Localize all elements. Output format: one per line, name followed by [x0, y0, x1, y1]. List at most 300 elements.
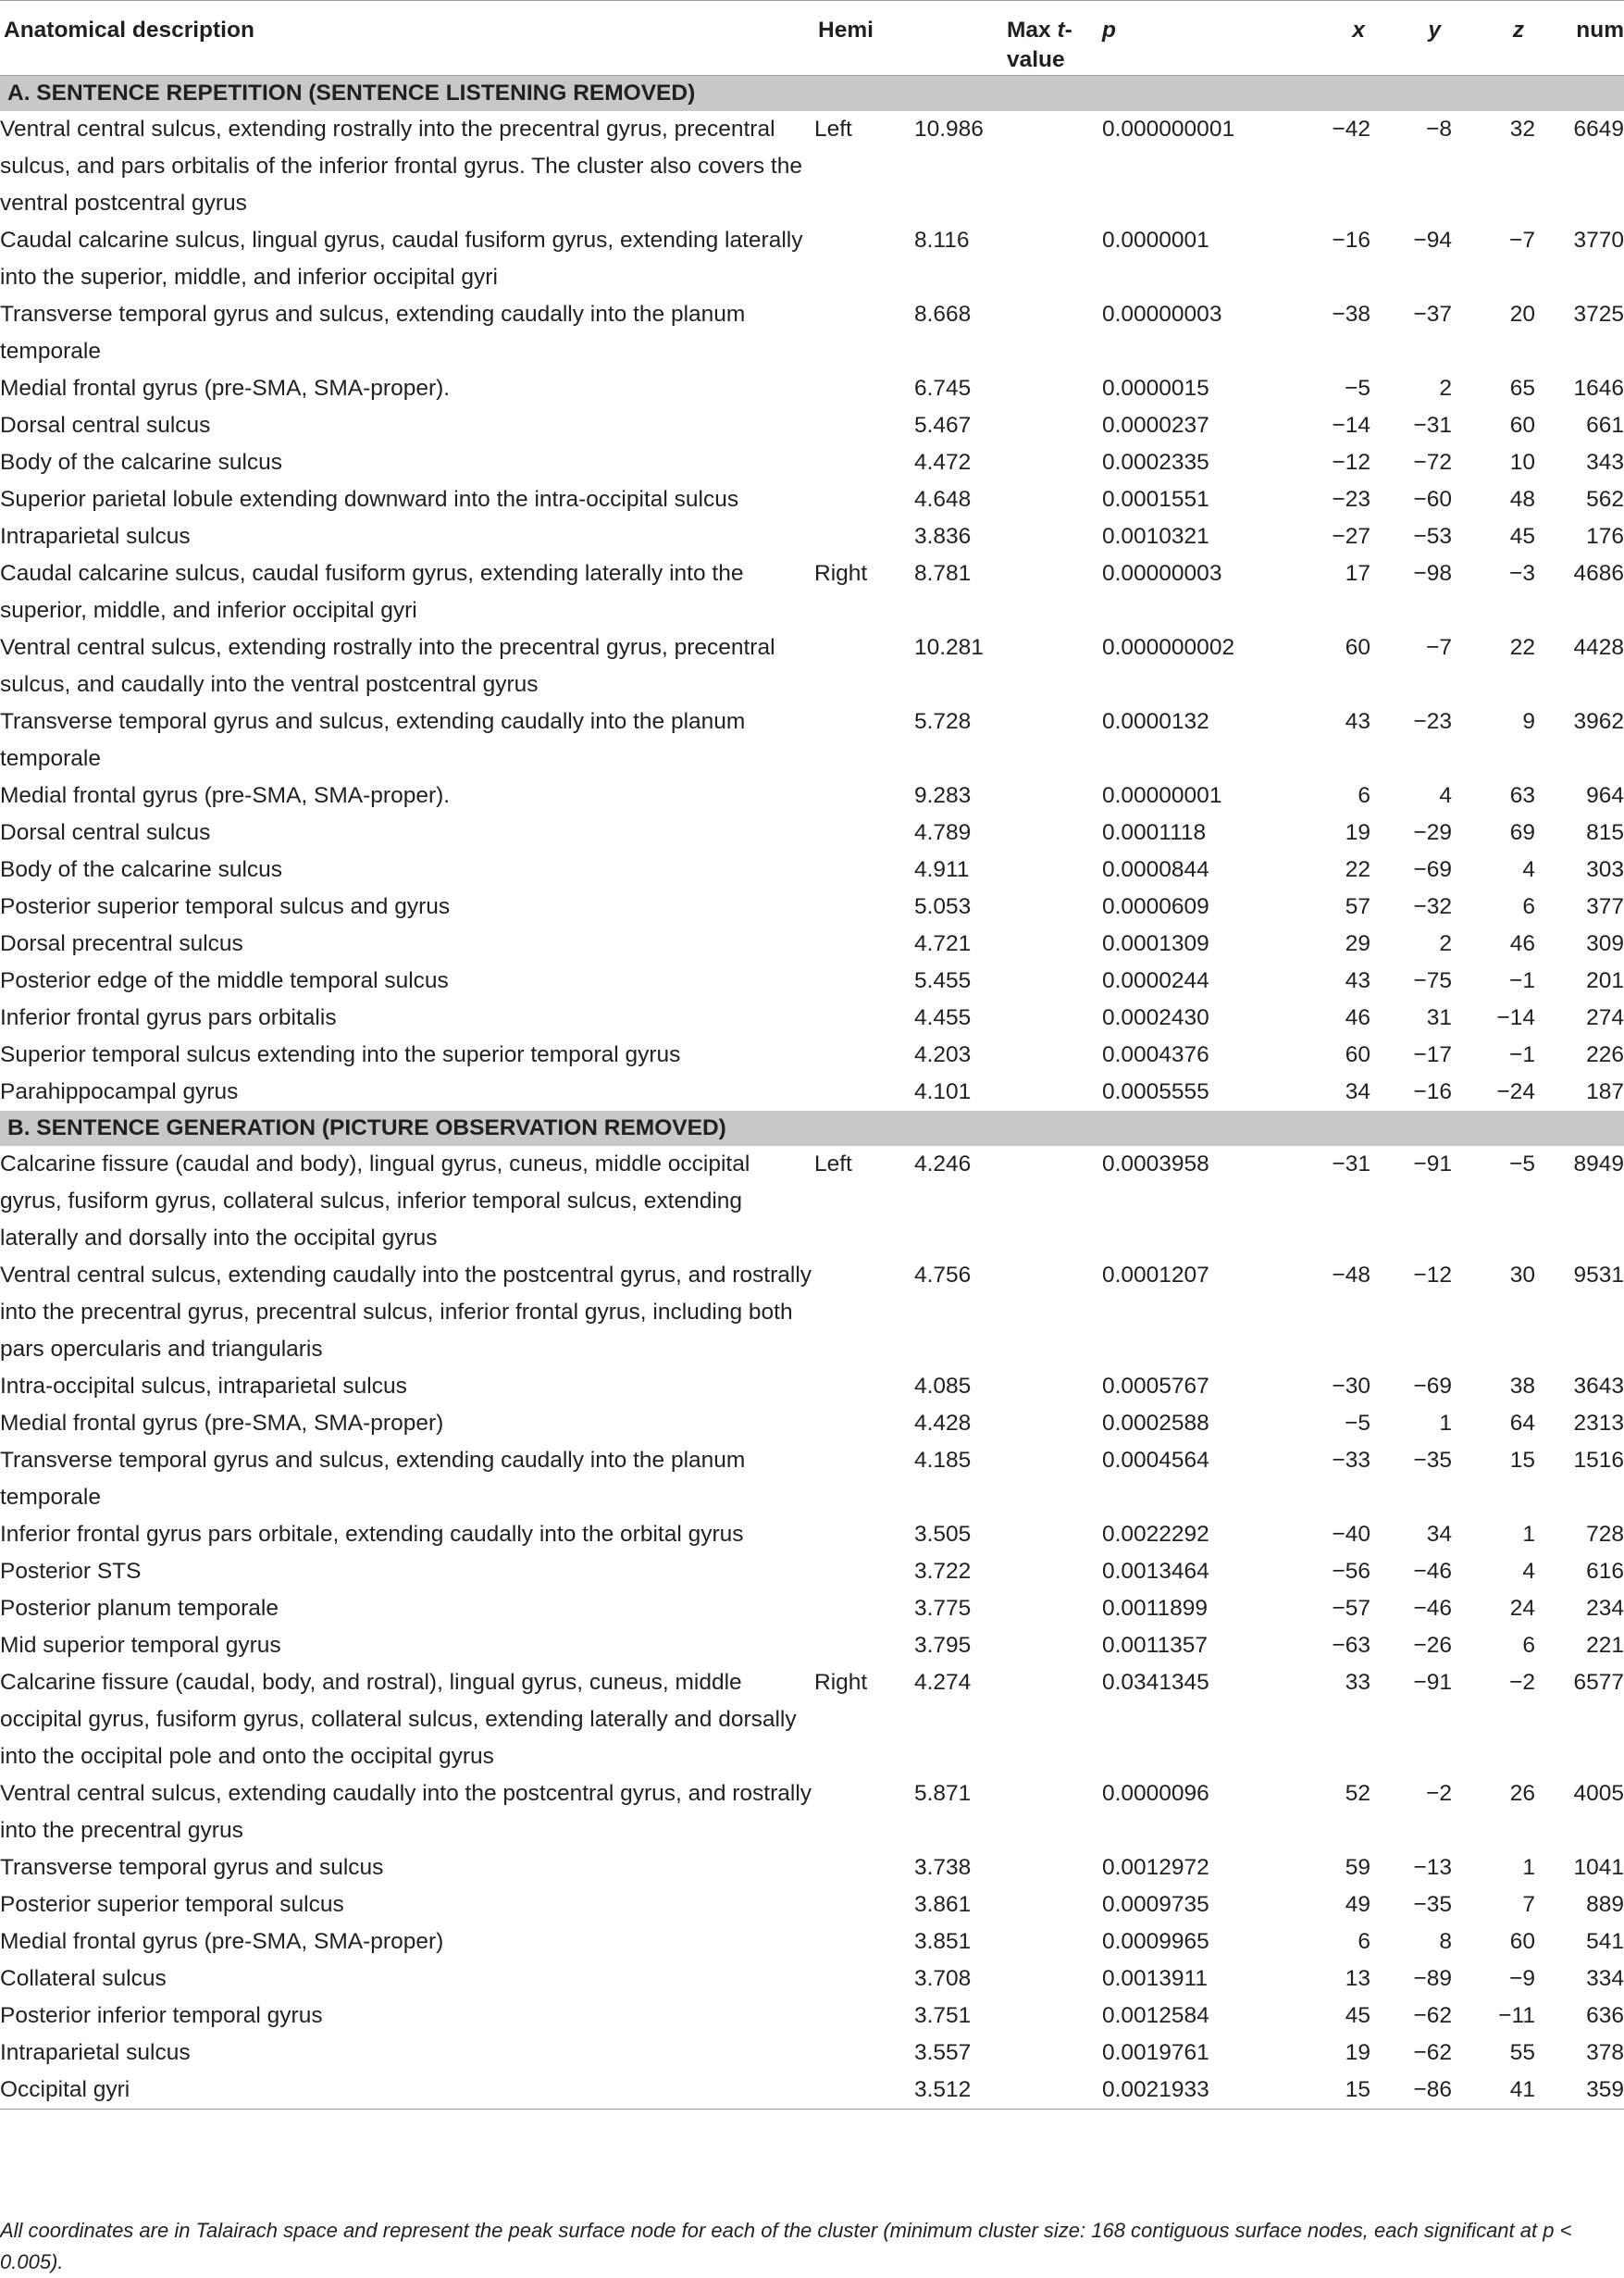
y-coordinate: −75 — [1413, 968, 1452, 993]
hemisphere — [814, 926, 914, 963]
z-coordinate: −2 — [1509, 1670, 1535, 1695]
p-value: 0.0012584 — [1102, 2003, 1209, 2028]
hemisphere — [814, 1368, 914, 1405]
region-description: Superior temporal sulcus extending into the superior temporal gyrus — [0, 1042, 681, 1067]
x-coordinate: −48 — [1332, 1263, 1370, 1288]
hemisphere: Left — [814, 1151, 852, 1176]
x-coordinate: 6 — [1357, 783, 1370, 808]
hemisphere — [814, 296, 914, 370]
x-coordinate: 29 — [1345, 931, 1370, 956]
cluster-size: 815 — [1586, 820, 1624, 845]
region-description: Transverse temporal gyrus and sulcus, extending caudally into the planum temporale — [0, 302, 746, 364]
p-value: 0.0004564 — [1102, 1448, 1209, 1473]
x-coordinate: −40 — [1332, 1522, 1370, 1547]
table-row — [0, 1849, 1624, 1886]
y-coordinate: −35 — [1413, 1448, 1452, 1473]
region-description: Collateral sulcus — [0, 1966, 167, 1991]
max-t-value: 4.911 — [914, 857, 970, 882]
p-value: 0.0011357 — [1102, 1633, 1208, 1658]
header-hemi: Hemi — [814, 1, 914, 76]
p-value: 0.00000003 — [1102, 302, 1222, 327]
section-header-row — [0, 76, 1624, 112]
x-coordinate: 13 — [1345, 1966, 1370, 1991]
p-value: 0.0002430 — [1102, 1005, 1209, 1030]
max-t-value: 8.781 — [914, 561, 972, 586]
cluster-size: 3643 — [1573, 1374, 1624, 1399]
footnote-text: All coordinates are in Talairach space and represent the peak surface node for each of the cluster (minimum cluster size: 168 contiguous surface nodes, each significant at p < 0.005). — [0, 2219, 1572, 2273]
header-x-label: x — [1352, 18, 1365, 43]
hemisphere — [814, 222, 914, 296]
z-coordinate: 32 — [1509, 117, 1535, 142]
y-coordinate: −86 — [1370, 2072, 1452, 2110]
p-value: 0.0010321 — [1102, 524, 1209, 549]
table-row — [0, 1664, 1624, 1775]
x-coordinate: −57 — [1332, 1596, 1370, 1621]
z-coordinate: −14 — [1496, 1005, 1535, 1030]
y-coordinate: 34 — [1426, 1522, 1452, 1547]
region-description: Parahippocampal gyrus — [0, 1079, 239, 1104]
p-value: 0.0000844 — [1102, 857, 1209, 882]
x-coordinate: 17 — [1345, 561, 1370, 586]
max-t-value: 3.722 — [914, 1559, 972, 1584]
z-coordinate: 10 — [1509, 450, 1535, 475]
table-row — [0, 889, 1624, 926]
y-coordinate: −29 — [1413, 820, 1452, 845]
table-row — [0, 370, 1624, 407]
table-footnote — [0, 2215, 1624, 2278]
x-coordinate: −63 — [1332, 1633, 1370, 1658]
region-description: Transverse temporal gyrus and sulcus, extending caudally into the planum temporale — [0, 709, 746, 771]
p-value: 0.0341345 — [1102, 1670, 1209, 1695]
y-coordinate: −17 — [1413, 1042, 1452, 1067]
hemisphere — [814, 1257, 914, 1368]
p-value: 0.0013911 — [1102, 1966, 1208, 1991]
y-coordinate: −62 — [1413, 2003, 1452, 2028]
y-coordinate: −46 — [1413, 1596, 1452, 1621]
z-coordinate: 41 — [1452, 2072, 1535, 2110]
cluster-size: 9531 — [1573, 1263, 1624, 1288]
cluster-size: 334 — [1586, 1966, 1624, 1991]
table-row — [0, 1553, 1624, 1590]
region-description: Ventral central sulcus, extending rostrally into the precentral gyrus, precentral sulcus, and pars orbitalis of the inferior frontal gyrus. The cluster also covers the ventral postcentral gyrus — [0, 117, 802, 216]
cluster-size: 964 — [1586, 783, 1624, 808]
x-coordinate: −38 — [1332, 302, 1370, 327]
max-t-value: 4.789 — [914, 820, 972, 845]
hemisphere — [814, 963, 914, 1000]
p-value: 0.0000001 — [1102, 228, 1209, 253]
table-row — [0, 555, 1624, 629]
region-description: Ventral central sulcus, extending caudally into the postcentral gyrus, and rostrally into the precentral gyrus, precentral sulcus, inferior frontal gyrus, including both pars opercularis and triangularis — [0, 1263, 812, 1362]
hemisphere: Left — [814, 117, 852, 142]
max-t-value: 3.775 — [914, 1596, 972, 1621]
p-value: 0.0004376 — [1102, 1042, 1209, 1067]
region-description: Ventral central sulcus, extending rostrally into the precentral gyrus, precentral sulcus, and caudally into the ventral postcentral gyrus — [0, 635, 775, 697]
x-coordinate: −16 — [1332, 228, 1370, 253]
max-t-value: 4.246 — [914, 1151, 972, 1176]
y-coordinate: −31 — [1413, 413, 1452, 438]
z-coordinate: 60 — [1509, 1929, 1535, 1954]
region-description: Body of the calcarine sulcus — [0, 857, 283, 882]
max-t-value: 5.455 — [914, 968, 972, 993]
hemisphere — [814, 852, 914, 889]
z-coordinate: −3 — [1509, 561, 1535, 586]
y-coordinate: −12 — [1413, 1263, 1452, 1288]
x-coordinate: 34 — [1345, 1079, 1370, 1104]
hemisphere: Right — [814, 1670, 868, 1695]
max-t-value: 8.668 — [914, 302, 972, 327]
region-description: Medial frontal gyrus (pre-SMA, SMA-proper) — [0, 1411, 444, 1436]
x-coordinate: 43 — [1345, 709, 1370, 734]
p-value: 0.0001309 — [1102, 931, 1209, 956]
x-coordinate: 46 — [1345, 1005, 1370, 1030]
z-coordinate: −5 — [1509, 1151, 1535, 1176]
x-coordinate: −27 — [1332, 524, 1370, 549]
y-coordinate: −53 — [1413, 524, 1452, 549]
y-coordinate: 1 — [1439, 1411, 1452, 1436]
hemisphere — [814, 2072, 914, 2110]
table-row — [0, 222, 1624, 296]
z-coordinate: 4 — [1522, 1559, 1535, 1584]
p-value: 0.0000015 — [1102, 376, 1209, 401]
table-row — [0, 1998, 1624, 2035]
max-t-value: 4.085 — [914, 1374, 972, 1399]
cluster-size: 3770 — [1573, 228, 1624, 253]
x-coordinate: −23 — [1332, 487, 1370, 512]
hemisphere — [814, 1775, 914, 1849]
hemisphere — [814, 1074, 914, 1111]
y-coordinate: −94 — [1413, 228, 1452, 253]
region-description: Ventral central sulcus, extending caudally into the postcentral gyrus, and rostrally into the precentral gyrus — [0, 1781, 812, 1843]
p-value: 0.0012972 — [1102, 1855, 1209, 1880]
max-t-value: 3.505 — [914, 1522, 972, 1547]
region-description: Intraparietal sulcus — [0, 2040, 191, 2065]
max-t-value: 4.185 — [914, 1448, 972, 1473]
region-description: Intraparietal sulcus — [0, 524, 191, 549]
region-description: Body of the calcarine sulcus — [0, 450, 283, 475]
z-coordinate: 65 — [1509, 376, 1535, 401]
cluster-size: 4428 — [1573, 635, 1624, 660]
x-coordinate: 22 — [1345, 857, 1370, 882]
z-coordinate: −7 — [1509, 228, 1535, 253]
region-description: Dorsal central sulcus — [0, 413, 211, 438]
y-coordinate: 2 — [1439, 931, 1452, 956]
hemisphere — [814, 1849, 914, 1886]
section-title: A. SENTENCE REPETITION (SENTENCE LISTENING REMOVED) — [0, 76, 1624, 112]
max-t-value: 3.512 — [914, 2072, 1102, 2110]
hemisphere — [814, 629, 914, 703]
x-coordinate: −33 — [1332, 1448, 1370, 1473]
y-coordinate: −91 — [1413, 1151, 1452, 1176]
y-coordinate: −91 — [1413, 1670, 1452, 1695]
max-t-value: 9.283 — [914, 783, 972, 808]
p-value: 0.000000002 — [1102, 635, 1235, 660]
cluster-size: 359 — [1535, 2072, 1624, 2110]
max-t-value: 8.116 — [914, 228, 970, 253]
max-t-value: 3.708 — [914, 1966, 972, 1991]
y-coordinate: 8 — [1439, 1929, 1452, 1954]
z-coordinate: 15 — [1509, 1448, 1535, 1473]
cluster-size: 187 — [1586, 1079, 1624, 1104]
table-row — [0, 1074, 1624, 1111]
z-coordinate: 46 — [1509, 931, 1535, 956]
y-coordinate: −7 — [1426, 635, 1452, 660]
x-coordinate: 57 — [1345, 894, 1370, 919]
max-t-value: 3.836 — [914, 524, 972, 549]
region-description: Transverse temporal gyrus and sulcus, extending caudally into the planum temporale — [0, 1448, 746, 1510]
cluster-size: 1516 — [1573, 1448, 1624, 1473]
table-row — [0, 926, 1624, 963]
table-body — [0, 76, 1624, 2110]
cluster-size: 377 — [1586, 894, 1624, 919]
cluster-size: 343 — [1586, 450, 1624, 475]
cluster-size: 303 — [1586, 857, 1624, 882]
z-coordinate: 45 — [1509, 524, 1535, 549]
region-description: Mid superior temporal gyrus — [0, 1633, 281, 1658]
y-coordinate: −26 — [1413, 1633, 1452, 1658]
x-coordinate: 60 — [1345, 635, 1370, 660]
z-coordinate: 9 — [1522, 709, 1535, 734]
z-coordinate: 24 — [1509, 1596, 1535, 1621]
table-row — [0, 1368, 1624, 1405]
region-description: Transverse temporal gyrus and sulcus — [0, 1855, 384, 1880]
z-coordinate: 60 — [1509, 413, 1535, 438]
x-coordinate: 19 — [1345, 820, 1370, 845]
header-max-t-italic: t — [1057, 18, 1065, 43]
z-coordinate: 6 — [1522, 1633, 1535, 1658]
y-coordinate: −37 — [1413, 302, 1452, 327]
region-description: Posterior edge of the middle temporal sulcus — [0, 968, 449, 993]
p-value: 0.0000237 — [1102, 413, 1209, 438]
region-description: Medial frontal gyrus (pre-SMA, SMA-proper). — [0, 376, 451, 401]
z-coordinate: −11 — [1498, 2003, 1535, 2028]
z-coordinate: −1 — [1509, 1042, 1535, 1067]
cluster-size: 4686 — [1573, 561, 1624, 586]
hemisphere — [814, 1627, 914, 1664]
region-description: Occipital gyri — [0, 2072, 814, 2110]
y-coordinate: −23 — [1413, 709, 1452, 734]
y-coordinate: −98 — [1413, 561, 1452, 586]
z-coordinate: 4 — [1522, 857, 1535, 882]
y-coordinate: 31 — [1426, 1005, 1452, 1030]
max-t-value: 5.053 — [914, 894, 972, 919]
y-coordinate: −62 — [1413, 2040, 1452, 2065]
table-row — [0, 1000, 1624, 1037]
z-coordinate: 22 — [1509, 635, 1535, 660]
z-coordinate: 6 — [1522, 894, 1535, 919]
p-value: 0.0019761 — [1102, 2040, 1209, 2065]
x-coordinate: −56 — [1332, 1559, 1370, 1584]
x-coordinate: −31 — [1332, 1151, 1370, 1176]
y-coordinate: −69 — [1413, 1374, 1452, 1399]
cluster-size: 3962 — [1573, 709, 1624, 734]
region-description: Calcarine fissure (caudal, body, and rostral), lingual gyrus, cuneus, middle occipital gyrus, fusiform gyrus, collateral sulcus, extending laterally and dorsally into the occipital pole and onto the occipital gyrus — [0, 1670, 797, 1769]
p-value: 0.0000096 — [1102, 1781, 1209, 1806]
cluster-size: 4005 — [1573, 1781, 1624, 1806]
region-description: Posterior superior temporal sulcus and gyrus — [0, 894, 451, 919]
table-row — [0, 111, 1624, 222]
p-value: 0.0022292 — [1102, 1522, 1209, 1547]
x-coordinate: −30 — [1332, 1374, 1370, 1399]
cluster-size: 378 — [1586, 2040, 1624, 2065]
cluster-size: 2313 — [1573, 1411, 1624, 1436]
z-coordinate: 30 — [1509, 1263, 1535, 1288]
header-z-label: z — [1512, 18, 1524, 43]
table-row — [0, 852, 1624, 889]
table-header — [0, 1, 1624, 76]
table-row — [0, 778, 1624, 815]
max-t-value: 10.986 — [914, 117, 984, 142]
header-z — [1452, 1, 1535, 76]
table-row — [0, 1923, 1624, 1961]
max-t-value: 5.467 — [914, 413, 972, 438]
x-coordinate: 6 — [1357, 1929, 1370, 1954]
p-value: 0.0000244 — [1102, 968, 1209, 993]
table-row — [0, 1037, 1624, 1074]
y-coordinate: −46 — [1413, 1559, 1452, 1584]
p-value: 0.0013464 — [1102, 1559, 1209, 1584]
hemisphere — [814, 1405, 914, 1442]
x-coordinate: 59 — [1345, 1855, 1370, 1880]
p-value: 0.0001118 — [1102, 820, 1207, 845]
max-t-value: 3.557 — [914, 2040, 972, 2065]
hemisphere — [814, 407, 914, 444]
table-row — [0, 1516, 1624, 1553]
x-coordinate: −5 — [1345, 376, 1370, 401]
p-value: 0.0000609 — [1102, 894, 1209, 919]
header-x — [1308, 1, 1370, 76]
header-max-t-prefix: Max — [1007, 18, 1058, 43]
cluster-size: 3725 — [1573, 302, 1624, 327]
table-row — [0, 963, 1624, 1000]
header-p — [1102, 1, 1308, 76]
y-coordinate: −35 — [1413, 1892, 1452, 1917]
z-coordinate: 55 — [1509, 2040, 1535, 2065]
region-description: Medial frontal gyrus (pre-SMA, SMA-proper) — [0, 1929, 444, 1954]
p-value: 0.0003958 — [1102, 1151, 1209, 1176]
max-t-value: 4.648 — [914, 487, 972, 512]
x-coordinate: 60 — [1345, 1042, 1370, 1067]
x-coordinate: 43 — [1345, 968, 1370, 993]
table-row — [0, 1775, 1624, 1849]
table-row — [0, 518, 1624, 555]
y-coordinate: −2 — [1426, 1781, 1452, 1806]
max-t-value: 4.101 — [914, 1079, 972, 1104]
cluster-size: 636 — [1586, 2003, 1624, 2028]
y-coordinate: −72 — [1413, 450, 1452, 475]
hemisphere — [814, 889, 914, 926]
z-coordinate: 63 — [1509, 783, 1535, 808]
x-coordinate: −5 — [1345, 1411, 1370, 1436]
table-row — [0, 2035, 1624, 2072]
table-row — [0, 629, 1624, 703]
hemisphere — [814, 370, 914, 407]
hemisphere — [814, 815, 914, 852]
region-description: Medial frontal gyrus (pre-SMA, SMA-proper). — [0, 783, 451, 808]
cluster-size: 234 — [1586, 1596, 1624, 1621]
header-y — [1370, 1, 1452, 76]
hemisphere — [814, 1442, 914, 1516]
max-t-value: 3.861 — [914, 1892, 972, 1917]
hemisphere — [814, 778, 914, 815]
cluster-size: 201 — [1586, 968, 1624, 993]
region-description: Posterior inferior temporal gyrus — [0, 2003, 323, 2028]
region-description: Calcarine fissure (caudal and body), lingual gyrus, cuneus, middle occipital gyrus, fusiform gyrus, collateral sulcus, inferior temporal sulcus, extending laterally and dorsally into the occipital gyrus — [0, 1151, 750, 1251]
y-coordinate: −13 — [1413, 1855, 1452, 1880]
max-t-value: 4.721 — [914, 931, 972, 956]
table-row — [0, 1886, 1624, 1923]
region-description: Posterior planum temporale — [0, 1596, 279, 1621]
hemisphere — [814, 1516, 914, 1553]
cluster-size: 1041 — [1573, 1855, 1624, 1880]
section-header-row — [0, 1111, 1624, 1146]
hemisphere — [814, 2035, 914, 2072]
p-value: 0.0009735 — [1102, 1892, 1209, 1917]
hemisphere — [814, 1590, 914, 1627]
p-value: 0.0005555 — [1102, 1079, 1209, 1104]
cluster-size: 6649 — [1573, 117, 1624, 142]
max-t-value: 6.745 — [914, 376, 972, 401]
x-coordinate: 49 — [1345, 1892, 1370, 1917]
hemisphere — [814, 703, 914, 778]
z-coordinate: 20 — [1509, 302, 1535, 327]
p-value: 0.00000003 — [1102, 561, 1222, 586]
table-row — [0, 1961, 1624, 1998]
region-description: Posterior STS — [0, 1559, 142, 1584]
cluster-size: 562 — [1586, 487, 1624, 512]
cluster-size: 176 — [1586, 524, 1624, 549]
table-row — [0, 407, 1624, 444]
hemisphere — [814, 1886, 914, 1923]
y-coordinate: −60 — [1413, 487, 1452, 512]
region-description: Inferior frontal gyrus pars orbitale, extending caudally into the orbital gyrus — [0, 1522, 744, 1547]
p-value: 0.0009965 — [1102, 1929, 1209, 1954]
region-description: Superior parietal lobule extending downward into the intra-occipital sulcus — [0, 487, 739, 512]
x-coordinate: 45 — [1345, 2003, 1370, 2028]
p-value: 0.0001551 — [1102, 487, 1209, 512]
region-description: Posterior superior temporal sulcus — [0, 1892, 344, 1917]
table-row — [0, 1146, 1624, 1257]
cluster-size: 226 — [1586, 1042, 1624, 1067]
table-row — [0, 1405, 1624, 1442]
max-t-value: 4.756 — [914, 1263, 972, 1288]
x-coordinate: 33 — [1345, 1670, 1370, 1695]
p-value: 0.0002335 — [1102, 450, 1209, 475]
header-description: Anatomical description — [0, 1, 814, 76]
hemisphere — [814, 518, 914, 555]
p-value: 0.00000001 — [1102, 783, 1222, 808]
hemisphere — [814, 1998, 914, 2035]
header-max-t — [914, 1, 1102, 76]
cluster-size: 616 — [1586, 1559, 1624, 1584]
table-row — [0, 1257, 1624, 1368]
p-value: 0.0001207 — [1102, 1263, 1209, 1288]
table-row — [0, 1590, 1624, 1627]
p-value: 0.000000001 — [1102, 117, 1235, 142]
max-t-value: 5.871 — [914, 1781, 972, 1806]
y-coordinate: 2 — [1439, 376, 1452, 401]
region-description: Inferior frontal gyrus pars orbitalis — [0, 1005, 337, 1030]
table-row — [0, 815, 1624, 852]
max-t-value: 3.851 — [914, 1929, 972, 1954]
hemisphere — [814, 444, 914, 481]
p-value: 0.0021933 — [1102, 2072, 1308, 2110]
max-t-value: 3.795 — [914, 1633, 972, 1658]
hemisphere — [814, 1037, 914, 1074]
max-t-value: 4.203 — [914, 1042, 972, 1067]
hemisphere — [814, 481, 914, 518]
y-coordinate: −89 — [1413, 1966, 1452, 1991]
max-t-value: 3.751 — [914, 2003, 972, 2028]
